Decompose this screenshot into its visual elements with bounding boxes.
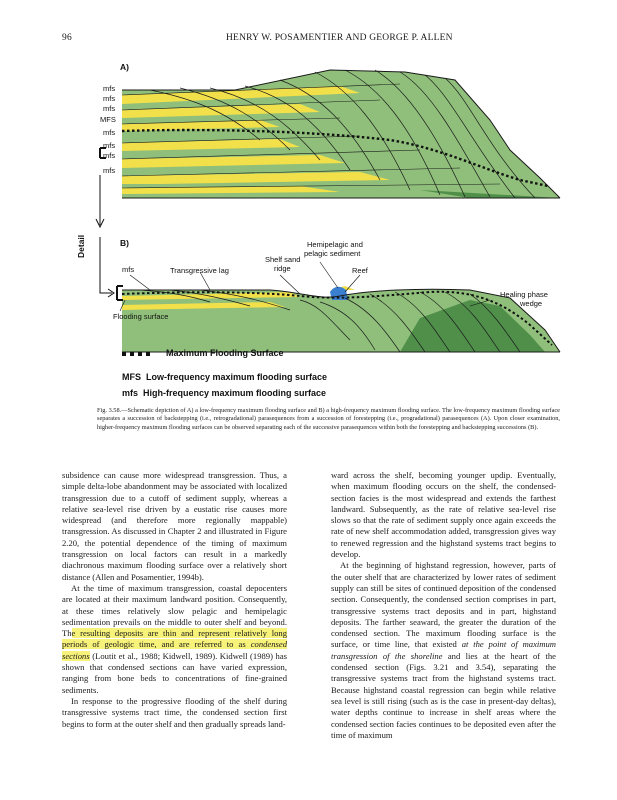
mfs-label: mfs: [122, 265, 135, 274]
italic-text: at the point of maximum transgression of the shoreline: [331, 639, 556, 661]
surface-label: mfs: [103, 166, 116, 175]
highlighted-italic-text: condensed sections: [62, 639, 287, 661]
paragraph: ward across the shelf, becoming younger updip. Eventually, when maximum flooding occurs on the shelf, the condensed-section facies is the most widespread and extends the farthest landward. Subsequently, as the rate of relative sea-level rise slows so that the rate of sediment supply once again exceeds the rate of new shelf accommodation added, transgression gives way to renewed regression and the highstand systems tract begins to develop.: [331, 470, 556, 560]
key-text: Low-frequency maximum flooding surface: [146, 372, 328, 382]
surface-label: mfs: [103, 141, 116, 150]
panel-a-diagram: [96, 70, 560, 227]
key-text: Maximum Flooding Surface: [166, 348, 284, 358]
surface-label: mfs: [103, 128, 116, 137]
flooding-surface-label: Flooding surface: [113, 312, 169, 321]
reef-label: Reef: [352, 266, 368, 275]
paragraph: At the beginning of highstand regression, however, parts of the outer shelf that are characterized by lower rates of sediment supply can still be sites of continued deposition of the condensed section. Consequently, the condensed section comprises in part, transgressive systems tract deposits and in part, highstand deposits. The farther seaward, the greater the duration of the condensed section. The maximum flooding surface is the surface, or time line, that existed at the point of maximum transgression of the shoreline and lies at the heart of the condensed section (Figs. 3.21 and 3.54), separating the transgressive systems tract from the highstand systems tract. Because highstand coastal regression can begin while relative sea level is still rising (such as is the case in present-day deltas), water depths continue to increase in shelf areas where the condensed section facies continues to be deposited even after the time of maximum: [331, 560, 556, 740]
page-number: 96: [62, 33, 72, 43]
surface-label: mfs: [103, 104, 116, 113]
paragraph: At the time of maximum transgression, coastal depocenters are located at their maximum landward position. Consequently, at these times relatively slow pelagic and hemipelagic sedimentation prevails on the middle to outer shelf and beyond. The resulting deposits are thin and represent relatively long periods of geologic time, and are referred to as condensed sections (Loutit et al., 1988; Kidwell, 1989). Kidwell (1989) has shown that condensed sections can have varied expression, ranging from bone beds to concentrations of fine-grained sediments.: [62, 582, 287, 695]
key-symbol: MFS: [122, 372, 141, 382]
body-column-right: [331, 470, 556, 741]
panel-b-label: B): [120, 238, 129, 248]
paragraph: subsidence can cause more widespread transgression. Thus, a simple delta-lobe abandonment may be associated with localized transgression due to a cutoff of sediment supply, whereas a relative sea-level rise driven by a eustatic rise causes more widespread (and therefore more regionally mappable) transgression. As discussed in Chapter 2 and illustrated in Figure 2.20, the potential dependence of the timing of maximum transgression on local factors can result in a markedly diachronous maximum flooding surface over a relatively short distance (Allen and Posamentier, 1994b).: [62, 470, 287, 582]
surface-label: mfs: [103, 151, 116, 160]
body-column-left: [62, 470, 287, 730]
surface-label-mfs-major: MFS: [100, 115, 116, 124]
panel-a-label: A): [120, 62, 129, 72]
figure-caption: [97, 407, 560, 432]
key-symbol: mfs: [122, 388, 139, 398]
shelf-sand-ridge-label-2: ridge: [274, 264, 291, 273]
highlighted-text: e resulting deposits are thin and represent relatively long periods of geologic time, and are referred to as: [62, 628, 287, 650]
healing-phase-label: Healing phase: [500, 290, 548, 299]
transgressive-lag-label: Transgressive lag: [170, 266, 229, 275]
key-high-frequency: [122, 388, 326, 398]
hemipelagic-label-2: pelagic sediment: [304, 249, 361, 258]
healing-phase-label-2: wedge: [520, 299, 543, 308]
paragraph: In response to the progressive flooding of the shelf during transgressive systems tract time, the condensed section first begins to form at the outer shelf and then gradually spreads land-: [62, 695, 287, 729]
key-dashes: [122, 352, 150, 356]
caption-text: —Schematic depiction of A) a low-frequency maximum flooding surface and B) a high-frequency maximum flooding surface. The low-frequency maximum flooding surface separates a succession of backstepping (i.e., retrogradational) parasequences from a succession of forestepping (i.e., progradational) parasequences (A). Upon closer examination, higher-frequency maximum flooding surfaces can be observed separating each of the successive parasequences within both the forestepping and backstepping successions (B).: [97, 407, 560, 431]
key-text: High-frequency maximum flooding surface: [143, 388, 327, 398]
detail-label: Detail: [76, 234, 86, 258]
running-title: HENRY W. POSAMENTIER AND GEORGE P. ALLEN: [226, 33, 453, 43]
surface-label: mfs: [103, 84, 116, 93]
caption-label: Fig. 3.58.: [97, 407, 122, 414]
surface-label: mfs: [103, 94, 116, 103]
key-low-frequency: [122, 372, 327, 382]
hemipelagic-label: Hemipelagic and: [307, 240, 363, 249]
shelf-sand-ridge-label: Shelf sand: [265, 255, 301, 264]
key-maximum-flooding-surface: [166, 348, 284, 358]
